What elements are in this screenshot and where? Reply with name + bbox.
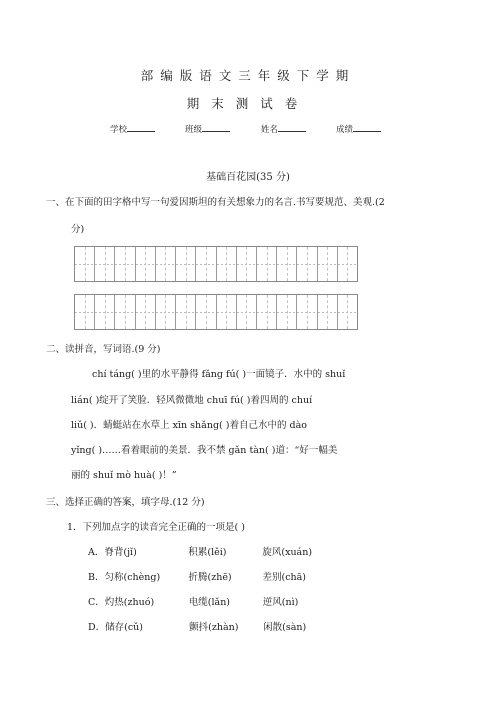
name-blank[interactable]: [278, 122, 306, 132]
pinyin-line-5: 丽的 shuǐ mò huà( )！”: [71, 470, 177, 481]
tian-grid-cell[interactable]: [176, 247, 196, 281]
exam-title: 部编版语文三年级下学期: [140, 68, 356, 83]
tian-grid-cell[interactable]: [277, 295, 297, 329]
tian-grid-cell[interactable]: [136, 247, 156, 281]
exam-subtitle: 期末测试卷: [186, 96, 310, 111]
pinyin-line-4: yǐng( )……看着眼前的美景．我不禁 gǎn tàn( )道：“好一幅美: [71, 445, 338, 456]
question-1-points: 分): [71, 224, 85, 235]
question-2-heading: 二、读拼音，写词语.(9 分): [46, 344, 161, 355]
pinyin-line-1: chí táng( )里的水平静得 fǎng fú( )一面镜子．水中的 shuǐ: [92, 369, 346, 380]
tian-grid-cell[interactable]: [217, 247, 237, 281]
question-3-heading: 三、选择正确的答案，填字母.(12 分): [46, 497, 205, 508]
pinyin-line-3: liǔ( )．蜻蜓站在水草上 xīn shǎng( )着自己水中的 dào: [71, 420, 307, 431]
class-field: 班级: [185, 122, 230, 135]
tian-grid-cell[interactable]: [95, 247, 115, 281]
tian-grid-cell[interactable]: [196, 295, 216, 329]
tian-grid-cell[interactable]: [217, 295, 237, 329]
option-a[interactable]: A．脊背(jǐ) 积累(lěi) 旋风(xuán): [88, 547, 313, 558]
tian-grid-cell[interactable]: [338, 295, 357, 329]
tian-grid-cell[interactable]: [237, 247, 257, 281]
pinyin-line-2: lián( )绽开了笑脸．轻风微微地 chuī fú( )着四周的 chuí: [71, 395, 313, 406]
tian-grid-cell[interactable]: [115, 247, 135, 281]
option-d[interactable]: D．储存(cǔ) 颤抖(zhàn) 闲散(sàn): [88, 622, 307, 633]
tian-grid-cell[interactable]: [318, 247, 338, 281]
class-blank[interactable]: [202, 122, 230, 132]
tian-grid-cell[interactable]: [297, 247, 317, 281]
tian-grid-cell[interactable]: [176, 295, 196, 329]
tian-grid-cell[interactable]: [277, 247, 297, 281]
tian-grid-cell[interactable]: [156, 247, 176, 281]
score-blank[interactable]: [353, 122, 381, 132]
tian-grid-cell[interactable]: [95, 295, 115, 329]
tian-grid-cell[interactable]: [196, 247, 216, 281]
option-c[interactable]: C．灼热(zhuó) 电缆(lǎn) 逆风(nì): [88, 597, 299, 608]
tian-grid-cell[interactable]: [318, 295, 338, 329]
tian-grid-cell[interactable]: [338, 247, 357, 281]
tian-grid-cell[interactable]: [257, 247, 277, 281]
tian-grid-cell[interactable]: [156, 295, 176, 329]
question-3-item-1: 1．下列加点字的读音完全正确的一项是( ): [67, 522, 245, 533]
option-b[interactable]: B．匀称(chèng) 折腾(zhē) 差别(chā): [88, 572, 306, 583]
tian-grid-cell[interactable]: [115, 295, 135, 329]
tian-grid-cell[interactable]: [257, 295, 277, 329]
tian-grid-cell[interactable]: [136, 295, 156, 329]
score-field: 成绩: [336, 122, 381, 135]
writing-grid-row-2[interactable]: [74, 294, 358, 330]
school-field: 学校: [110, 122, 155, 135]
writing-grid-row-1[interactable]: [74, 246, 358, 282]
tian-grid-cell[interactable]: [75, 247, 95, 281]
tian-grid-cell[interactable]: [237, 295, 257, 329]
question-1-text: 一、在下面的田字格中写一句爱因斯坦的有关想象力的名言.书写要规范、美观.(2: [46, 197, 385, 208]
tian-grid-cell[interactable]: [75, 295, 95, 329]
section-title: 基础百花园(35 分): [206, 172, 290, 183]
tian-grid-cell[interactable]: [297, 295, 317, 329]
name-field: 姓名: [261, 122, 306, 135]
school-blank[interactable]: [127, 122, 155, 132]
